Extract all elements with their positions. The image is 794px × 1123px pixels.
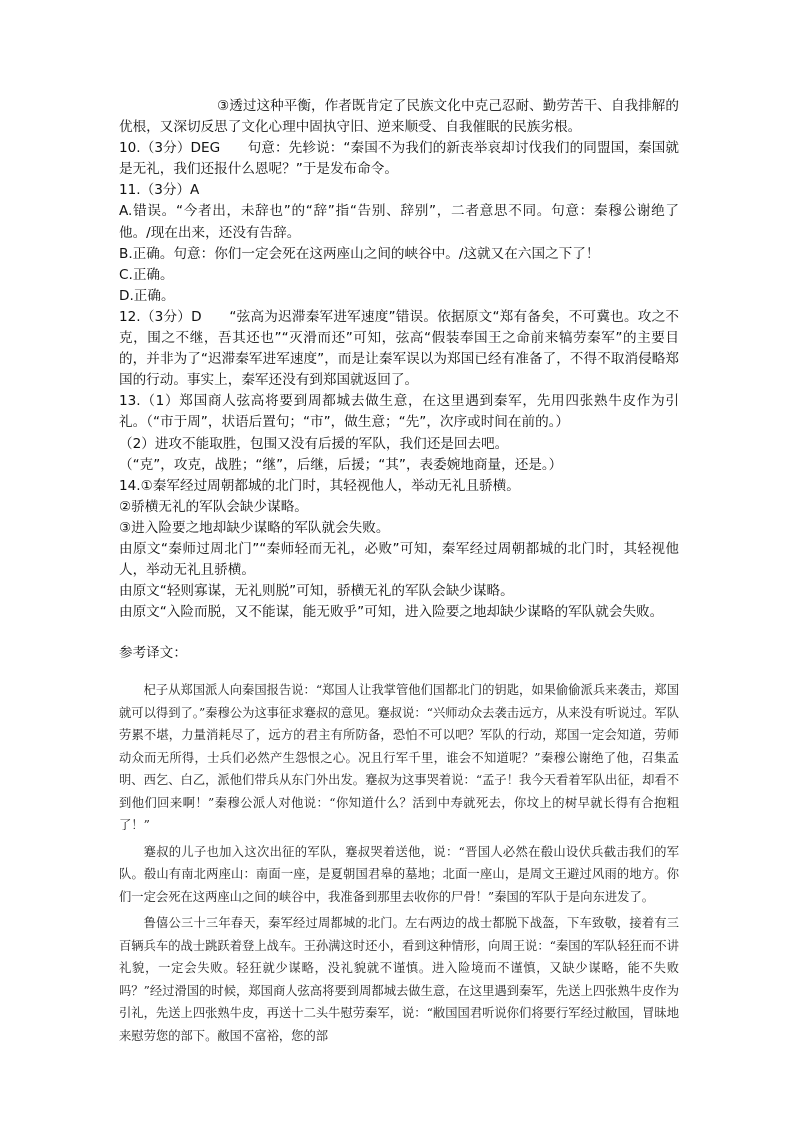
answer-line: ③进入险要之地却缺少谋略的军队就会失败。: [119, 519, 390, 536]
answer-line: 14.①秦军经过周朝都城的北门时，其轻视他人，举动无礼且骄横。: [119, 477, 520, 494]
answer-line: 由原文“入险而脱，又不能谋，能无败乎”可知，进入险要之地却缺少谋略的军队就会失败。: [119, 604, 664, 621]
document-page: [119, 96, 679, 1051]
translation-section: [119, 679, 679, 1047]
answer-line: （2）进攻不能取胜，包围又没有后援的军队，我们还是回去吧。: [119, 435, 509, 452]
answer-line: 13.（1）郑国商人弦高将要到周都城去做生意，在这里遇到秦军，先用四张熟牛皮作为引礼。（“市于周”，状语后置句；“市”，做生意；“先”，次序或时间在前的。）: [119, 393, 679, 431]
answer-line: B.正确。句意：你们一定会死在这两座山之间的峡谷中。/这就又在六国之下了！: [119, 245, 600, 262]
answer-line: 由原文“轻则寡谋，无礼则脱”可知，骄横无礼的军队会缺少谋略。: [119, 583, 514, 600]
answer-line: 10.（3分）DEG 句意：先轸说：“秦国不为我们的新丧举哀却讨伐我们的同盟国，秦国就是无礼，我们还报什么恩呢？”于是发布命令。: [119, 140, 679, 178]
translation-paragraph: 蹇叔的儿子也加入这次出征的军队，蹇叔哭着送他，说：“晋国人必然在殽山设伏兵截击我们的军队。殽山有南北两座山：南面一座，是夏朝国君皋的墓地；北面一座山，是周文王避过风雨的地方。你们一定会死在这两座山之间的峡谷中，我准备到那里去收你的尸骨！”秦国的军队于是向东进发了。: [119, 844, 679, 904]
answer-line: 12.（3分）D “弦高为迟滞秦军进军速度”错误。依据原文“郑有备矣，不可冀也。攻之不克，围之不继，吾其还也”“灭滑而还”可知，弦高“假装奉国王之命前来犒劳秦军”的主要目的，并非为了“迟滞秦军进军速度”，而是让秦军误以为郑国已经有准备了，不得不取消侵略郑国的行动。事实上，秦军还没有到郑国就返回了。: [119, 308, 679, 389]
answer-line: ②骄横无礼的军队会缺少谋略。: [119, 498, 308, 515]
reference-title: 参考译文：: [119, 645, 187, 662]
answer-line: ③透过这种平衡，作者既肯定了民族文化中克己忍耐、勤劳苦干、自我排解的优根，又深切反思了文化心理中固执守旧、逆来顺受、自我催眠的民族劣根。: [119, 98, 679, 136]
answer-line: A.错误。“今者出，未辞也”的“辞”指“告别、辞别”，二者意思不同。句意：秦穆公谢绝了他。/现在出来，还没有告辞。: [119, 203, 679, 241]
translation-paragraph: 杞子从郑国派人向秦国报告说：“郑国人让我掌管他们国都北门的钥匙，如果偷偷派兵来袭击，郑国就可以得到了。”秦穆公为这事征求蹇叔的意见。蹇叔说：“兴师动众去袭击远方，从来没有听说过。军队劳累不堪，力量消耗尽了，远方的君主有所防备，恐怕不可以吧？军队的行动，郑国一定会知道，劳师动众而无所得，士兵们必然产生怨恨之心。况且行军千里，谁会不知道呢？”秦穆公谢绝了他，召集孟明、西乞、白乙，派他们带兵从东门外出发。蹇叔为这事哭着说：“孟子！我今天看着军队出征，却看不到他们回来啊！”秦穆公派人对他说：“你知道什么？活到中寿就死去，你坟上的树早就长得有合抱粗了！”: [119, 683, 679, 833]
answer-section: [119, 96, 679, 623]
answer-line: C.正确。: [119, 266, 174, 283]
answer-line: （“克”，攻克，战胜；“继”，后继，后援；“其”，表委婉地商量，还是。）: [119, 456, 563, 473]
answer-line: D.正确。: [119, 287, 175, 304]
answer-line: 由原文“秦师过周北门”“秦师轻而无礼，必败”可知，秦军经过周朝都城的北门时，其轻视他人，举动无礼且骄横。: [119, 540, 679, 579]
translation-paragraph: 鲁僖公三十三年春天，秦军经过周都城的北门。左右两边的战士都脱下战盔，下车致敬，接着有三百辆兵车的战士跳跃着登上战车。王孙满这时还小，看到这种情形，向周王说：“秦国的军队轻狂而不讲礼貌，一定会失败。轻狂就少谋略，没礼貌就不谨慎。进入险境而不谨慎，又缺少谋略，能不失败吗？”经过滑国的时候，郑国商人弦高将要到周都城去做生意，在这里遇到秦军，先送上四张熟牛皮作为引礼，先送上四张熟牛皮，再送十二头牛慰劳秦军，说：“敝国国君听说你们将要行军经过敝国，冒昧地来慰劳您的部下。敝国不富裕，您的部: [119, 916, 679, 1043]
answer-line: 11.（3分）A: [119, 182, 200, 199]
